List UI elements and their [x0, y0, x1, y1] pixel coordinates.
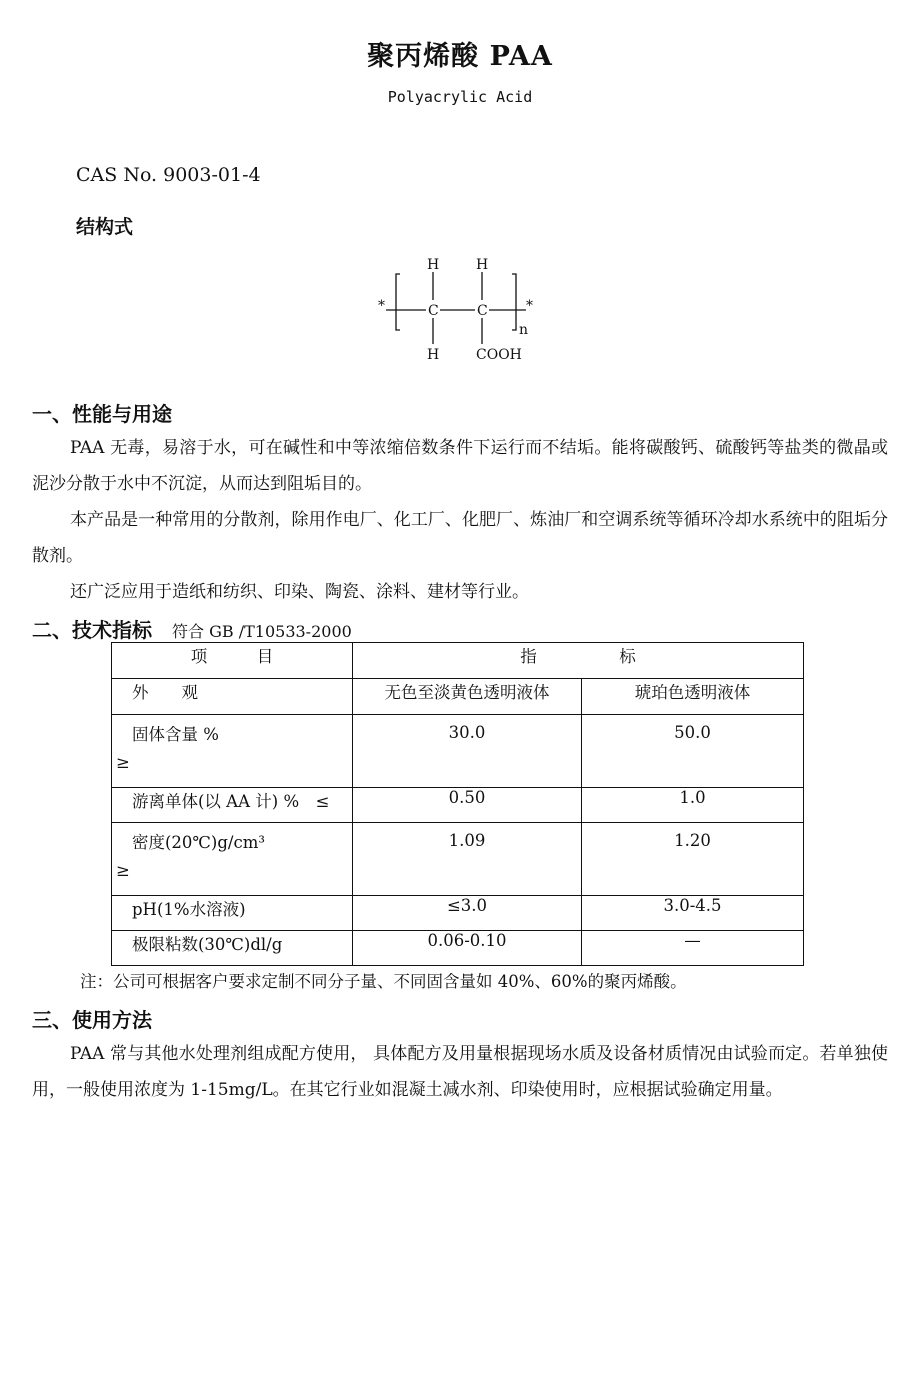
atom-c-right: C: [477, 303, 488, 319]
atom-h-bottom: H: [427, 347, 440, 363]
row-value-1: ≤3.0: [353, 896, 582, 931]
table-note: 注：公司可根据客户要求定制不同分子量、不同固含量如 40%、60%的聚丙烯酸。: [80, 972, 687, 991]
section1-paragraph-2: 本产品是一种常用的分散剂，除用作电厂、化工厂、化肥厂、炼油厂和空调系统等循环冷却水系统中的阻垢分散剂。: [32, 510, 888, 566]
table-row: [112, 788, 804, 823]
row-value-2: 3.0-4.5: [582, 896, 804, 931]
row-value-1: 1.09: [353, 823, 582, 896]
structure-label: 结构式: [76, 216, 134, 238]
section1-heading: 一、性能与用途: [32, 402, 172, 426]
table-row: [112, 715, 804, 788]
row-value-1: 0.06-0.10: [353, 931, 582, 966]
atom-c-left: C: [428, 303, 439, 319]
table-row: [112, 931, 804, 966]
page-title: 聚丙烯酸 PAA: [367, 41, 553, 72]
row-value-1: 0.50: [353, 788, 582, 823]
section2-heading-text: 二、技术指标: [32, 618, 152, 642]
section2-heading: [32, 614, 352, 643]
row-item: 固体含量 %: [132, 725, 219, 744]
row-item: 极限粘数(30℃)dl/g: [112, 931, 353, 966]
section3-heading: 三、使用方法: [32, 1008, 152, 1032]
row-item: 游离单体(以 AA 计) % ≤: [112, 788, 353, 823]
row-value-1: 无色至淡黄色透明液体: [353, 679, 582, 715]
atom-h-top-right: H: [476, 257, 489, 273]
row-item: 密度(20℃)g/cm³: [132, 833, 265, 852]
table-row: [112, 896, 804, 931]
star-right: *: [526, 298, 533, 314]
row-value-2: 琥珀色透明液体: [582, 679, 804, 715]
row-item-cell: [112, 823, 353, 896]
section1-paragraph-3: 还广泛应用于造纸和纺织、印染、陶瓷、涂料、建材等行业。: [70, 582, 529, 602]
table-row: [112, 823, 804, 896]
table-header-row: [112, 643, 804, 679]
table-row: [112, 679, 804, 715]
row-item: 外 观: [112, 679, 353, 715]
row-item-cell: [112, 715, 353, 788]
section3-paragraph: PAA 常与其他水处理剂组成配方使用， 具体配方及用量根据现场水质及设备材质情况由试验而定。若单独使用，一般使用浓度为 1-15mg/L。在其它行业如混凝土减水剂、印染使用时，应根据试验确定用量。: [32, 1044, 888, 1100]
row-value-2: 1.0: [582, 788, 804, 823]
star-left: *: [378, 298, 385, 314]
row-value-2: 50.0: [582, 715, 804, 788]
page-subtitle: Polyacrylic Acid: [387, 88, 533, 106]
repeat-n: n: [519, 322, 529, 338]
row-value-2: —: [582, 931, 804, 966]
row-item-suffix: ≥: [116, 861, 130, 880]
header-item: 项 目: [112, 643, 353, 679]
cas-number: CAS No. 9003-01-4: [76, 164, 261, 186]
atom-h-top-left: H: [427, 257, 440, 273]
row-item-suffix: ≥: [116, 753, 130, 772]
header-index: 指 标: [353, 643, 804, 679]
structural-formula: [370, 250, 550, 370]
row-value-2: 1.20: [582, 823, 804, 896]
standard-code: 符合 GB /T10533-2000: [172, 622, 352, 641]
section1-paragraph-1: PAA 无毒，易溶于水，可在碱性和中等浓缩倍数条件下运行而不结垢。能将碳酸钙、硫酸钙等盐类的微晶或泥沙分散于水中不沉淀，从而达到阻垢目的。: [32, 438, 888, 494]
row-item: pH(1%水溶液): [112, 896, 353, 931]
row-value-1: 30.0: [353, 715, 582, 788]
atom-cooh: COOH: [476, 347, 522, 363]
spec-table: [111, 642, 804, 966]
